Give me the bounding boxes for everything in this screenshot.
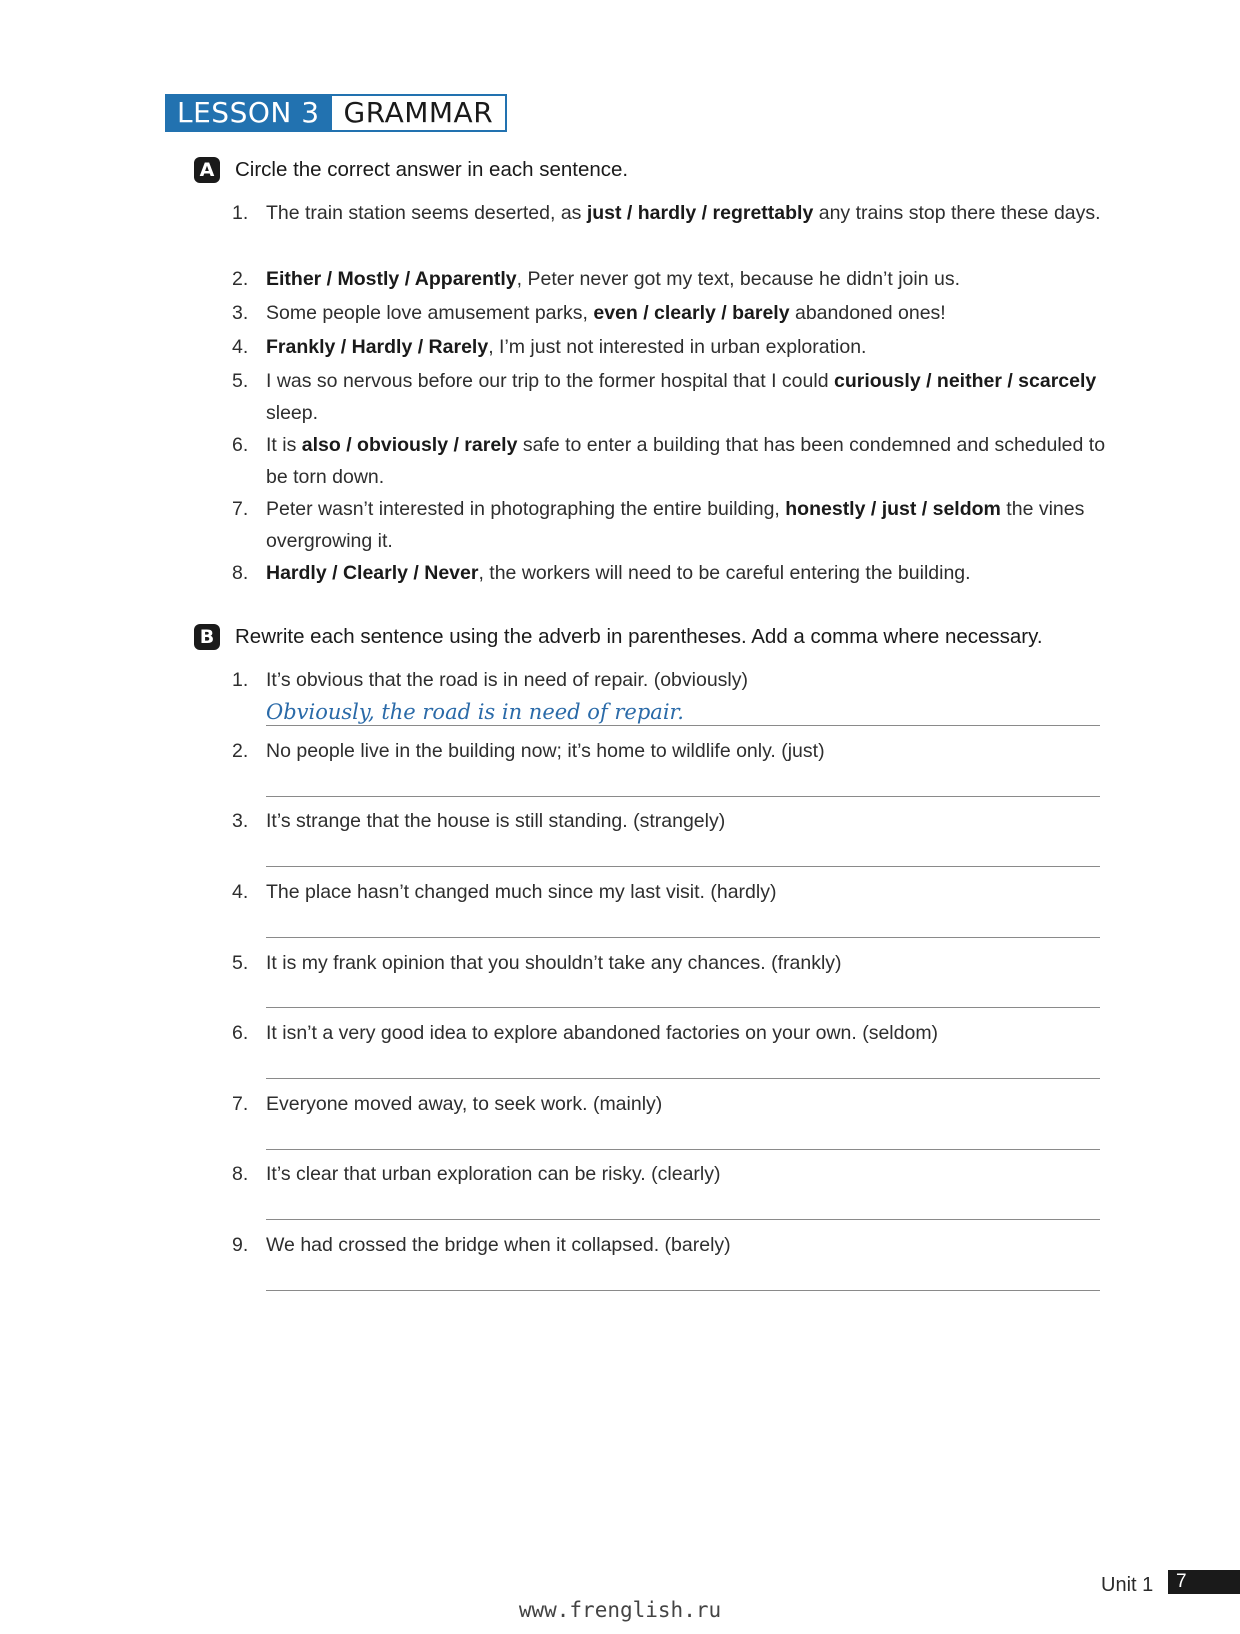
exercise-a-item-3 <box>232 297 1112 329</box>
answer-options[interactable]: just / hardly / regrettably <box>586 202 814 224</box>
section-a-instruction: Circle the correct answer in each sentence. <box>235 158 629 181</box>
item-number: 8. <box>232 562 249 584</box>
item-text: The train station seems deserted, as just / hardly / regrettably any trains stop there these days. <box>266 202 1101 224</box>
answer-line[interactable] <box>266 1007 1100 1008</box>
item-text: It isn’t a very good idea to explore abandoned factories on your own. (seldom) <box>266 1022 939 1044</box>
item-number: 7. <box>232 1093 249 1115</box>
section-a-badge: A <box>194 157 220 183</box>
section-b-heading <box>194 624 1043 650</box>
item-number: 6. <box>232 434 249 456</box>
item-number: 5. <box>232 952 249 974</box>
answer-line[interactable] <box>266 866 1100 867</box>
item-number: 7. <box>232 498 249 520</box>
exercise-b-item-5 <box>232 947 1112 979</box>
item-number: 9. <box>232 1234 249 1256</box>
answer-line[interactable] <box>266 725 1100 726</box>
item-number: 8. <box>232 1163 249 1185</box>
item-text: Everyone moved away, to seek work. (mainly) <box>266 1093 663 1115</box>
section-a-heading <box>194 157 628 183</box>
exercise-a-item-2 <box>232 263 1112 295</box>
unit-label: Unit 1 <box>1101 1574 1154 1596</box>
exercise-b-item-3 <box>232 805 1112 837</box>
item-number: 2. <box>232 268 249 290</box>
answer-options[interactable]: even / clearly / barely <box>593 302 790 324</box>
exercise-b-item-7 <box>232 1088 1112 1120</box>
exercise-a-item-4 <box>232 331 1112 363</box>
item-number: 3. <box>232 810 249 832</box>
item-text: We had crossed the bridge when it collapsed. (barely) <box>266 1234 731 1256</box>
answer-handwriting: Obviously, the road is in need of repair. <box>266 700 684 724</box>
lesson-title: GRAMMAR <box>332 96 506 130</box>
item-number: 6. <box>232 1022 249 1044</box>
answer-options[interactable]: Hardly / Clearly / Never <box>266 562 479 584</box>
lesson-header <box>165 94 507 132</box>
answer-options[interactable]: Frankly / Hardly / Rarely <box>266 336 489 358</box>
exercise-a-item-7 <box>232 493 1112 557</box>
item-text: Frankly / Hardly / Rarely, I’m just not interested in urban exploration. <box>266 336 867 358</box>
exercise-b-item-8 <box>232 1158 1112 1190</box>
item-text: Hardly / Clearly / Never, the workers will need to be careful entering the building. <box>266 562 971 584</box>
item-text: No people live in the building now; it’s home to wildlife only. (just) <box>266 740 825 762</box>
item-number: 1. <box>232 202 249 224</box>
lesson-label: LESSON 3 <box>167 96 332 130</box>
item-text: It is my frank opinion that you shouldn’t take any chances. (frankly) <box>266 952 842 974</box>
item-text: It’s strange that the house is still standing. (strangely) <box>266 810 726 832</box>
item-number: 1. <box>232 669 249 691</box>
exercise-b-item-2 <box>232 735 1112 767</box>
exercise-a-item-1 <box>232 197 1112 229</box>
item-text: Peter wasn’t interested in photographing the entire building, honestly / just / seldom the vines overgrowing it. <box>266 498 1085 552</box>
item-number: 4. <box>232 881 249 903</box>
item-text: Some people love amusement parks, even / clearly / barely abandoned ones! <box>266 302 946 324</box>
item-text: It’s obvious that the road is in need of repair. (obviously) <box>266 669 748 691</box>
answer-line[interactable] <box>266 1078 1100 1079</box>
item-number: 5. <box>232 370 249 392</box>
item-number: 3. <box>232 302 249 324</box>
item-text: The place hasn’t changed much since my last visit. (hardly) <box>266 881 777 903</box>
item-text: It’s clear that urban exploration can be risky. (clearly) <box>266 1163 721 1185</box>
answer-options[interactable]: Either / Mostly / Apparently <box>266 268 517 290</box>
answer-options[interactable]: curiously / neither / scarcely <box>833 370 1097 392</box>
item-text: I was so nervous before our trip to the former hospital that I could curiously / neither / scarcely sleep. <box>266 370 1097 424</box>
section-b-instruction: Rewrite each sentence using the adverb in parentheses. Add a comma where necessary. <box>235 625 1043 648</box>
section-b-badge: B <box>194 624 220 650</box>
item-text: Either / Mostly / Apparently, Peter never got my text, because he didn’t join us. <box>266 268 960 290</box>
exercise-b-item-9 <box>232 1229 1112 1261</box>
exercise-b-item-4 <box>232 876 1112 908</box>
answer-options[interactable]: honestly / just / seldom <box>785 498 1001 520</box>
answer-options[interactable]: also / obviously / rarely <box>301 434 518 456</box>
answer-line[interactable] <box>266 1149 1100 1150</box>
exercise-a-item-8 <box>232 557 1112 589</box>
item-number: 4. <box>232 336 249 358</box>
answer-line[interactable] <box>266 937 1100 938</box>
item-text: It is also / obviously / rarely safe to enter a building that has been condemned and scheduled to be torn down. <box>266 434 1106 488</box>
page-number: 7 <box>1168 1570 1240 1594</box>
exercise-b-item-6 <box>232 1017 1112 1049</box>
item-number: 2. <box>232 740 249 762</box>
exercise-b-item-1 <box>232 664 1112 696</box>
exercise-a-item-5 <box>232 365 1112 429</box>
exercise-a-item-6 <box>232 429 1112 493</box>
answer-line[interactable] <box>266 796 1100 797</box>
answer-line[interactable] <box>266 1290 1100 1291</box>
answer-line[interactable] <box>266 1219 1100 1220</box>
watermark: www.frenglish.ru <box>518 1598 722 1622</box>
